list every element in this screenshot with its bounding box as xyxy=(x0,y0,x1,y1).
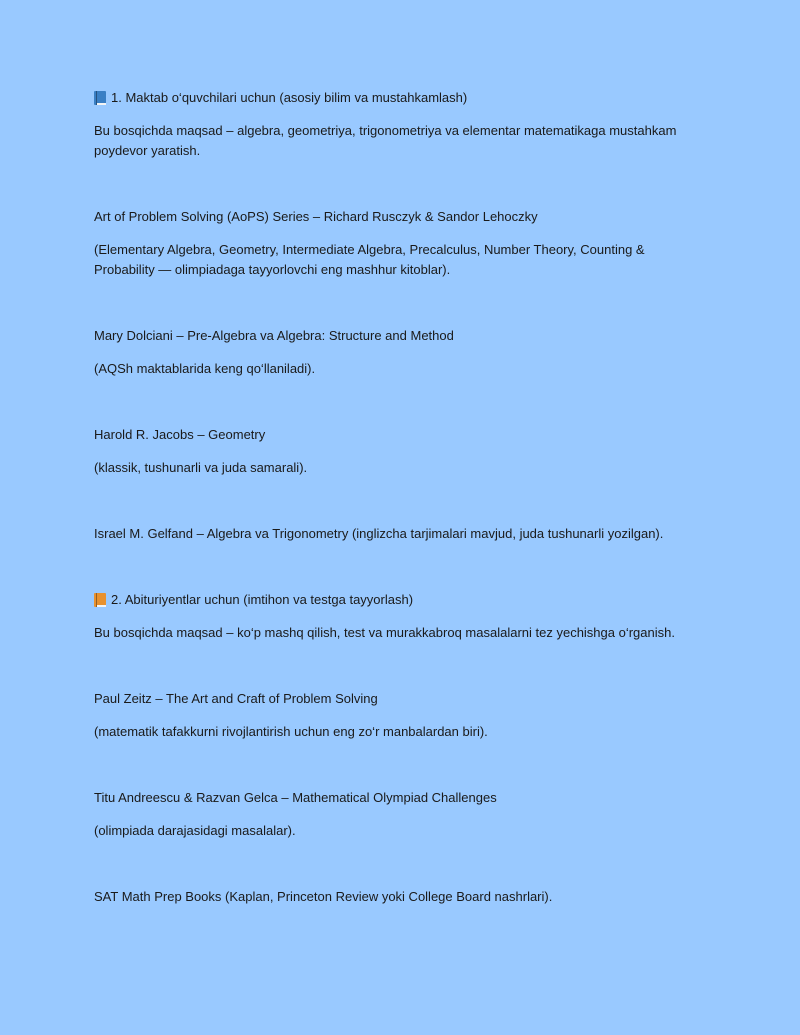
book-note: (Elementary Algebra, Geometry, Intermediate Algebra, Precalculus, Number Theory, Counting & Probability — olimpiadaga tayyorlovchi eng mashhur kitoblar). xyxy=(94,242,645,277)
book-title: Mary Dolciani – Pre-Algebra va Algebra: Structure and Method xyxy=(94,328,454,343)
section-2-heading-text: 2. Abituriyentlar uchun (imtihon va testga tayyorlash) xyxy=(111,592,414,607)
book-title: Israel M. Gelfand – Algebra va Trigonometry (inglizcha tarjimalari mavjud, juda tushunarli yozilgan). xyxy=(94,526,664,541)
blue-book-icon xyxy=(94,91,106,105)
section-1-heading xyxy=(94,88,706,108)
book-title: Paul Zeitz – The Art and Craft of Problem Solving xyxy=(94,691,378,706)
book-title: Harold R. Jacobs – Geometry xyxy=(94,427,266,442)
book-title: Titu Andreescu & Razvan Gelca – Mathematical Olympiad Challenges xyxy=(94,790,497,805)
section-2-heading xyxy=(94,590,706,610)
orange-book-icon xyxy=(94,593,106,607)
book-note: (AQSh maktablarida keng qo‘llaniladi). xyxy=(94,361,316,376)
section-1-heading-text: 1. Maktab o‘quvchilari uchun (asosiy bilim va mustahkamlash) xyxy=(111,90,468,105)
book-title: Art of Problem Solving (AoPS) Series – Richard Rusczyk & Sandor Lehoczky xyxy=(94,209,538,224)
book-note: (klassik, tushunarli va juda samarali). xyxy=(94,460,308,475)
book-note: (olimpiada darajasidagi masalalar). xyxy=(94,823,296,838)
book-note: (matematik tafakkurni rivojlantirish uchun eng zo‘r manbalardan biri). xyxy=(94,724,488,739)
section-1-intro: Bu bosqichda maqsad – algebra, geometriya, trigonometriya va elementar matematikaga mustahkam poydevor yaratish. xyxy=(94,123,677,158)
book-title: SAT Math Prep Books (Kaplan, Princeton Review yoki College Board nashrlari). xyxy=(94,889,553,904)
section-2-intro: Bu bosqichda maqsad – ko‘p mashq qilish, test va murakkabroq masalalarni tez yechishga o‘rganish. xyxy=(94,625,675,640)
